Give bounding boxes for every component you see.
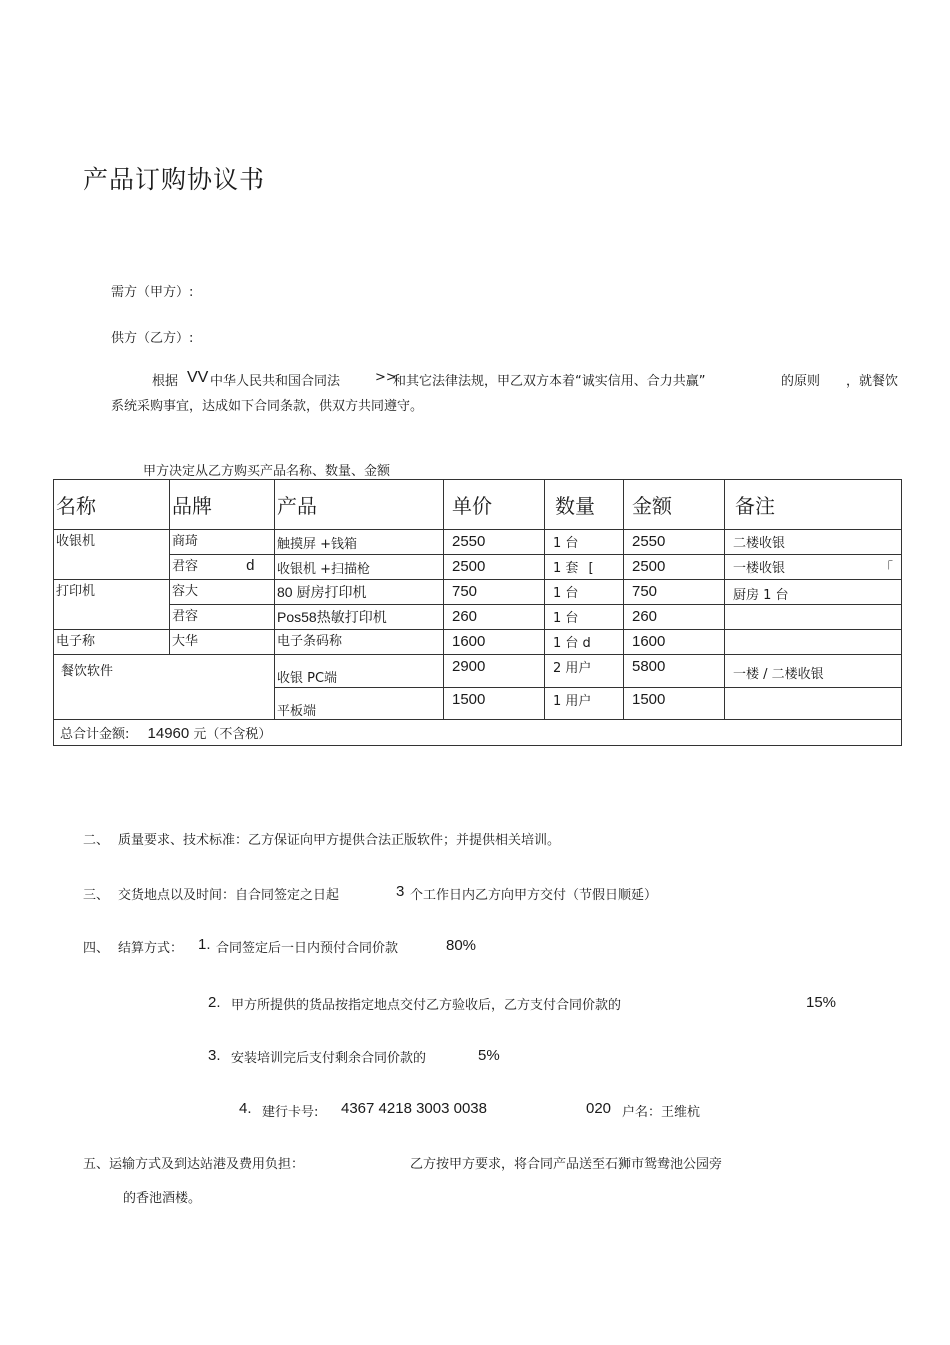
order-table	[53, 479, 902, 746]
clause-4-4-number: 4.	[239, 1100, 252, 1117]
cell-amount: 260	[624, 605, 725, 630]
clause-2-number: 二、	[83, 833, 110, 848]
clause-4-2-text: 甲方所提供的货品按指定地点交付乙方验收后，乙方支付合同价款的	[231, 998, 622, 1013]
clause-5-text: 五、运输方式及到达站港及费用负担：	[83, 1157, 305, 1172]
clause-4-4-label: 建行卡号:	[262, 1105, 319, 1120]
cell-note-corner: 「	[879, 561, 893, 576]
cell-brand: 君容	[170, 605, 275, 630]
cell-amount: 2550	[624, 530, 725, 555]
clause-4-3-percent: 5%	[478, 1047, 500, 1064]
cell-product: 收银 PC端	[275, 655, 444, 688]
clause-3-days: 3	[396, 883, 405, 900]
clause-4-3-text: 安装培训完后支付剩余合同价款的	[231, 1051, 427, 1066]
bank-card-number: 4367 4218 3003 0038	[341, 1100, 487, 1117]
clause-2-text: 质量要求、技术标准：乙方保证向甲方提供合法正版软件；并提供相关培训。	[118, 833, 561, 848]
intro-text-2: 中华人民共和国合同法	[210, 374, 341, 389]
header-amount: 金额	[624, 480, 725, 530]
cell-product: 80 厨房打印机	[275, 580, 444, 605]
table-row	[54, 605, 902, 630]
cell-name: 收银机	[54, 530, 170, 580]
clause-5-text-2: 乙方按甲方要求，将合同产品送至石狮市鸳鸯池公园旁	[410, 1157, 723, 1172]
cell-note: 厨房 1 台	[725, 580, 902, 605]
cell-brand: 商琦	[170, 530, 275, 555]
clause-4-3-number: 3.	[208, 1047, 221, 1064]
cell-price: 2500	[444, 555, 545, 580]
cell-product: 触摸屏 +钱箱	[275, 530, 444, 555]
header-note: 备注	[725, 480, 902, 530]
cell-amount: 1500	[624, 688, 725, 720]
cell-note	[725, 688, 902, 720]
cell-brand: 大华	[170, 630, 275, 655]
page-title: 产品订购协议书	[83, 165, 266, 194]
clause-5-line-2: 的香池酒楼。	[123, 1191, 202, 1206]
cell-name: 电子称	[54, 630, 170, 655]
intro-text-4: 和其它法律法规，甲乙双方本着“诚实信用、合力共赢”	[393, 374, 706, 389]
clause-4-2-number: 2.	[208, 994, 221, 1011]
cell-product: 平板端	[275, 688, 444, 720]
cell-brand-text: 君容	[172, 559, 199, 574]
intro-text-6: ，就餐饮	[846, 374, 899, 389]
cell-qty: 1 台 d	[545, 630, 624, 655]
cell-price: 260	[444, 605, 545, 630]
cell-price: 750	[444, 580, 545, 605]
header-qty: 数量	[545, 480, 624, 530]
table-total-row	[54, 720, 902, 746]
clause-4-1-percent: 80%	[446, 937, 477, 954]
table-row	[54, 655, 902, 688]
cell-note-text: 一楼收银	[733, 561, 786, 576]
clause-4-1-text: 合同签定后一日内预付合同价款	[216, 941, 399, 956]
table-row	[54, 580, 902, 605]
cell-price: 1500	[444, 688, 545, 720]
clause-3-text: 交货地点以及时间：自合同签定之日起	[118, 888, 340, 903]
table-row	[54, 630, 902, 655]
cell-qty: 1 台	[545, 605, 624, 630]
cell-amount: 1600	[624, 630, 725, 655]
cell-note	[725, 605, 902, 630]
table-caption: 甲方决定从乙方购买产品名称、数量、金额	[143, 464, 391, 479]
intro-text-1: 根据	[152, 374, 179, 389]
table-row	[54, 555, 902, 580]
cell-qty: 1 用户	[545, 688, 624, 720]
header-price: 单价	[444, 480, 545, 530]
intro-text-3: >>	[375, 370, 397, 385]
cell-qty: 1 台	[545, 530, 624, 555]
cell-price: 1600	[444, 630, 545, 655]
clause-4-1-number: 1.	[198, 936, 211, 953]
cell-amount: 750	[624, 580, 725, 605]
header-name: 名称	[54, 480, 170, 530]
table-header-row	[54, 480, 902, 530]
cell-name: 打印机	[54, 580, 170, 630]
cell-brand-mark: d	[246, 557, 255, 574]
cell-brand: 容大	[170, 580, 275, 605]
intro-text-5: 的原则	[781, 374, 821, 389]
total-label: 总合计金额:	[60, 727, 130, 742]
clause-4-number: 四、	[83, 941, 110, 956]
cell-product: 收银机 +扫描枪	[275, 555, 444, 580]
clause-4-label: 结算方式：	[118, 941, 184, 956]
cell-qty	[545, 555, 624, 580]
buyer-label: 需方（甲方）:	[111, 285, 194, 300]
cell-qty-bracket: [	[588, 561, 594, 576]
cell-note: 二楼收银	[725, 530, 902, 555]
cell-product: 电子条码称	[275, 630, 444, 655]
cell-qty: 1 台	[545, 580, 624, 605]
cell-amount: 5800	[624, 655, 725, 688]
cell-note	[725, 555, 902, 580]
cell-qty-text: 1 套	[553, 561, 579, 576]
cell-product: Pos58热敏打印机	[275, 605, 444, 630]
cell-price: 2900	[444, 655, 545, 688]
account-holder: 户名：王维杭	[622, 1105, 701, 1120]
supplier-label: 供方（乙方）:	[111, 331, 194, 346]
cell-price: 2550	[444, 530, 545, 555]
cell-note: 一楼 / 二楼收银	[725, 655, 902, 688]
total-value: 14960	[147, 725, 190, 742]
cell-amount: 2500	[624, 555, 725, 580]
header-brand: 品牌	[170, 480, 275, 530]
cell-name: 餐饮软件	[54, 655, 275, 720]
clause-4-2-percent: 15%	[806, 994, 837, 1011]
table-row	[54, 530, 902, 555]
total-suffix: 元（不含税）	[193, 727, 272, 742]
total-cell	[54, 720, 902, 746]
header-product: 产品	[275, 480, 444, 530]
cell-qty: 2 用户	[545, 655, 624, 688]
bank-card-suffix: 020	[586, 1100, 612, 1117]
cell-note	[725, 630, 902, 655]
intro-vv: VV	[187, 369, 209, 386]
clause-3-text-2: 个工作日内乙方向甲方交付（节假日顺延）	[410, 888, 658, 903]
cell-brand	[170, 555, 275, 580]
intro-line-2: 系统采购事宜，达成如下合同条款，供双方共同遵守。	[111, 399, 424, 414]
clause-3-number: 三、	[83, 888, 110, 903]
